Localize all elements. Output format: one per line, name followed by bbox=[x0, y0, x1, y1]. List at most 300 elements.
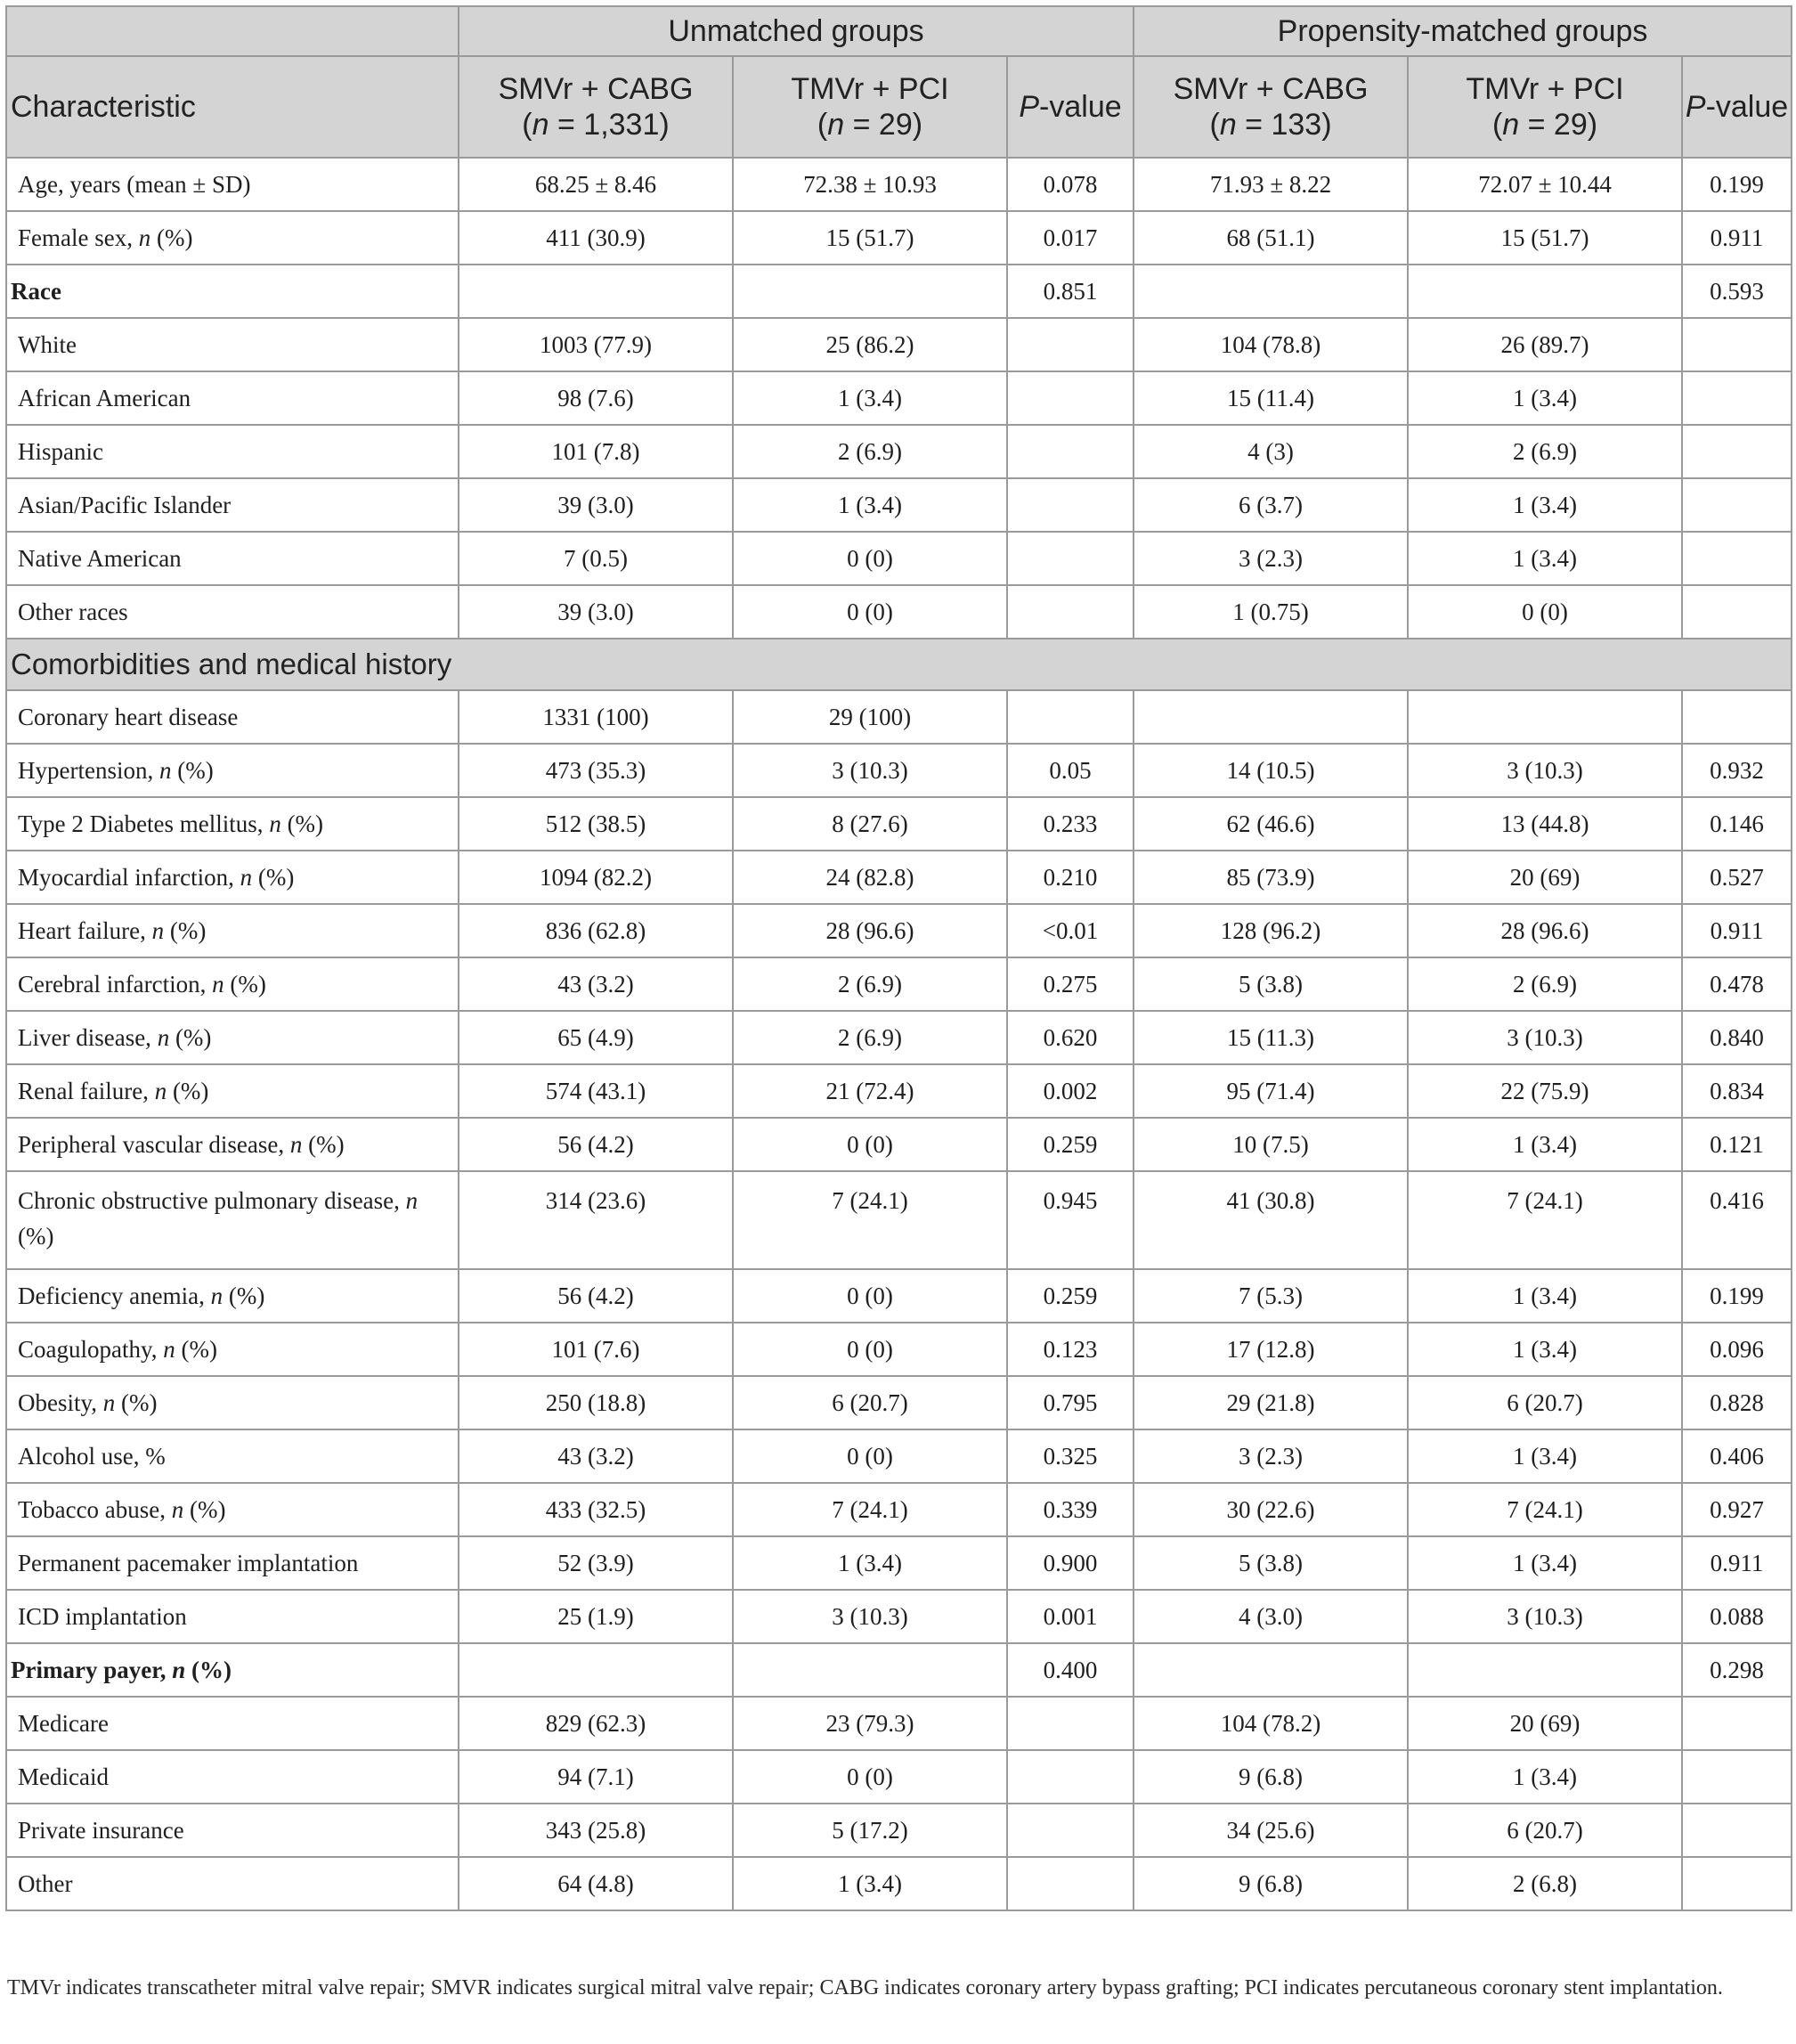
row-label-text: Medicare bbox=[18, 1710, 109, 1737]
matched-p-value-cell: 0.146 bbox=[1682, 797, 1792, 851]
matched-smvr-cabg-cell: 68 (51.1) bbox=[1134, 211, 1408, 265]
table-container bbox=[5, 5, 1791, 1911]
unmatched-p-value-cell: 0.017 bbox=[1007, 211, 1134, 265]
unmatched-p-value-cell: 0.945 bbox=[1007, 1171, 1134, 1269]
unmatched-smvr-cabg-cell: 39 (3.0) bbox=[459, 478, 733, 532]
row-label bbox=[6, 1750, 459, 1804]
unmatched-smvr-cabg-cell bbox=[459, 1643, 733, 1697]
unmatched-p-value-cell bbox=[1007, 371, 1134, 425]
unmatched-p-value-cell: 0.851 bbox=[1007, 265, 1134, 318]
unmatched-tmvr-pci-cell: 1 (3.4) bbox=[733, 371, 1007, 425]
table-row bbox=[6, 1011, 1792, 1064]
column-name: SMVr + CABG bbox=[498, 72, 694, 106]
row-label bbox=[6, 1118, 459, 1171]
unmatched-tmvr-pci-cell: 2 (6.9) bbox=[733, 1011, 1007, 1064]
header-matched-smvr-cabg: SMVr + CABG (n = 133) bbox=[1134, 56, 1408, 158]
header-unmatched-groups: Unmatched groups bbox=[459, 6, 1134, 56]
unmatched-p-value-cell bbox=[1007, 1697, 1134, 1750]
matched-p-value-cell: 0.527 bbox=[1682, 851, 1792, 904]
unmatched-tmvr-pci-cell: 1 (3.4) bbox=[733, 478, 1007, 532]
matched-tmvr-pci-cell: 1 (3.4) bbox=[1408, 1429, 1682, 1483]
n-label: n bbox=[827, 108, 845, 142]
matched-p-value-cell: 0.593 bbox=[1682, 265, 1792, 318]
header-blank bbox=[6, 6, 459, 56]
unmatched-p-value-cell: 0.05 bbox=[1007, 744, 1134, 797]
row-label-italic: n bbox=[212, 971, 224, 998]
matched-p-value-cell: 0.088 bbox=[1682, 1590, 1792, 1643]
table-row bbox=[6, 1857, 1792, 1910]
matched-p-value-cell: 0.478 bbox=[1682, 957, 1792, 1011]
matched-tmvr-pci-cell: 22 (75.9) bbox=[1408, 1064, 1682, 1118]
row-label-suffix: (%) bbox=[171, 757, 214, 784]
row-label bbox=[6, 851, 459, 904]
unmatched-p-value-cell: 0.078 bbox=[1007, 158, 1134, 211]
header-unmatched-p-value bbox=[1007, 56, 1134, 158]
row-label-text: Asian/Pacific Islander bbox=[18, 492, 232, 518]
row-label-text: Race bbox=[11, 278, 61, 305]
unmatched-smvr-cabg-cell: 250 (18.8) bbox=[459, 1376, 733, 1429]
row-label bbox=[6, 1376, 459, 1429]
unmatched-smvr-cabg-cell: 473 (35.3) bbox=[459, 744, 733, 797]
matched-p-value-cell: 0.406 bbox=[1682, 1429, 1792, 1483]
unmatched-smvr-cabg-cell: 314 (23.6) bbox=[459, 1171, 733, 1269]
unmatched-smvr-cabg-cell: 101 (7.6) bbox=[459, 1323, 733, 1376]
row-label-italic: n bbox=[138, 224, 151, 251]
section-heading: Comorbidities and medical history bbox=[6, 639, 1792, 690]
unmatched-tmvr-pci-cell: 0 (0) bbox=[733, 1323, 1007, 1376]
header-unmatched-tmvr-pci: TMVr + PCI (n = 29) bbox=[733, 56, 1007, 158]
row-label bbox=[6, 1483, 459, 1536]
row-label-italic: n bbox=[171, 1496, 184, 1523]
unmatched-smvr-cabg-cell bbox=[459, 265, 733, 318]
unmatched-tmvr-pci-cell: 2 (6.9) bbox=[733, 957, 1007, 1011]
unmatched-tmvr-pci-cell: 0 (0) bbox=[733, 1118, 1007, 1171]
n-value: = 29) bbox=[844, 108, 923, 142]
matched-smvr-cabg-cell: 4 (3) bbox=[1134, 425, 1408, 478]
matched-smvr-cabg-cell: 15 (11.3) bbox=[1134, 1011, 1408, 1064]
matched-p-value-cell bbox=[1682, 318, 1792, 371]
matched-smvr-cabg-cell: 10 (7.5) bbox=[1134, 1118, 1408, 1171]
matched-smvr-cabg-cell: 3 (2.3) bbox=[1134, 532, 1408, 585]
matched-tmvr-pci-cell bbox=[1408, 690, 1682, 744]
table-row bbox=[6, 425, 1792, 478]
header-characteristic: Characteristic bbox=[6, 56, 459, 158]
matched-tmvr-pci-cell: 2 (6.9) bbox=[1408, 425, 1682, 478]
unmatched-p-value-cell: 0.325 bbox=[1007, 1429, 1134, 1483]
matched-tmvr-pci-cell: 0 (0) bbox=[1408, 585, 1682, 639]
unmatched-smvr-cabg-cell: 65 (4.9) bbox=[459, 1011, 733, 1064]
matched-tmvr-pci-cell: 1 (3.4) bbox=[1408, 371, 1682, 425]
row-label-text: Alcohol use, % bbox=[18, 1443, 166, 1470]
row-label bbox=[6, 1171, 459, 1269]
row-label bbox=[6, 1536, 459, 1590]
unmatched-p-value-cell bbox=[1007, 318, 1134, 371]
matched-smvr-cabg-cell: 4 (3.0) bbox=[1134, 1590, 1408, 1643]
unmatched-tmvr-pci-cell: 29 (100) bbox=[733, 690, 1007, 744]
matched-smvr-cabg-cell bbox=[1134, 1643, 1408, 1697]
matched-p-value-cell: 0.121 bbox=[1682, 1118, 1792, 1171]
row-label bbox=[6, 1857, 459, 1910]
matched-tmvr-pci-cell: 3 (10.3) bbox=[1408, 744, 1682, 797]
matched-p-value-cell: 0.911 bbox=[1682, 904, 1792, 957]
matched-tmvr-pci-cell: 6 (20.7) bbox=[1408, 1804, 1682, 1857]
unmatched-p-value-cell bbox=[1007, 585, 1134, 639]
matched-smvr-cabg-cell: 14 (10.5) bbox=[1134, 744, 1408, 797]
matched-tmvr-pci-cell: 1 (3.4) bbox=[1408, 478, 1682, 532]
row-label bbox=[6, 158, 459, 211]
unmatched-tmvr-pci-cell: 72.38 ± 10.93 bbox=[733, 158, 1007, 211]
row-label bbox=[6, 1590, 459, 1643]
matched-p-value-cell bbox=[1682, 585, 1792, 639]
row-label bbox=[6, 1697, 459, 1750]
matched-p-value-cell bbox=[1682, 1804, 1792, 1857]
p-label: P bbox=[1685, 90, 1706, 124]
matched-smvr-cabg-cell: 1 (0.75) bbox=[1134, 585, 1408, 639]
unmatched-tmvr-pci-cell: 7 (24.1) bbox=[733, 1483, 1007, 1536]
matched-tmvr-pci-cell: 15 (51.7) bbox=[1408, 211, 1682, 265]
row-label-text: Age, years (mean ± SD) bbox=[18, 171, 251, 198]
table-row bbox=[6, 478, 1792, 532]
column-name: TMVr + PCI bbox=[1466, 72, 1624, 106]
table-row bbox=[6, 1118, 1792, 1171]
row-label-text: Hypertension, bbox=[18, 757, 159, 784]
table-row bbox=[6, 851, 1792, 904]
table-footnote: TMVr indicates transcatheter mitral valve repair; SMVR indicates surgical mitral valve repair; CABG indicates coronary artery bypass grafting; PCI indicates percutaneous coronary stent implantation. bbox=[7, 1976, 1723, 1999]
matched-smvr-cabg-cell: 17 (12.8) bbox=[1134, 1323, 1408, 1376]
unmatched-p-value-cell: 0.002 bbox=[1007, 1064, 1134, 1118]
table-row bbox=[6, 1064, 1792, 1118]
unmatched-p-value-cell: 0.123 bbox=[1007, 1323, 1134, 1376]
row-label-suffix: (%) bbox=[252, 864, 295, 891]
unmatched-tmvr-pci-cell: 24 (82.8) bbox=[733, 851, 1007, 904]
row-label-text: Chronic obstructive pulmonary disease, bbox=[18, 1187, 406, 1214]
unmatched-smvr-cabg-cell: 1331 (100) bbox=[459, 690, 733, 744]
row-label-text: Myocardial infarction, bbox=[18, 864, 240, 891]
unmatched-smvr-cabg-cell: 574 (43.1) bbox=[459, 1064, 733, 1118]
matched-p-value-cell bbox=[1682, 1697, 1792, 1750]
table-body bbox=[6, 158, 1792, 1910]
unmatched-tmvr-pci-cell: 8 (27.6) bbox=[733, 797, 1007, 851]
unmatched-smvr-cabg-cell: 43 (3.2) bbox=[459, 1429, 733, 1483]
matched-p-value-cell bbox=[1682, 1857, 1792, 1910]
table-row bbox=[6, 1376, 1792, 1429]
matched-tmvr-pci-cell bbox=[1408, 265, 1682, 318]
row-label-text: Deficiency anemia, bbox=[18, 1283, 211, 1309]
row-label bbox=[6, 1804, 459, 1857]
unmatched-smvr-cabg-cell: 1003 (77.9) bbox=[459, 318, 733, 371]
matched-tmvr-pci-cell: 2 (6.9) bbox=[1408, 957, 1682, 1011]
matched-smvr-cabg-cell: 30 (22.6) bbox=[1134, 1483, 1408, 1536]
matched-p-value-cell bbox=[1682, 425, 1792, 478]
row-label-text: Cerebral infarction, bbox=[18, 971, 213, 998]
matched-tmvr-pci-cell: 2 (6.8) bbox=[1408, 1857, 1682, 1910]
header-matched-tmvr-pci: TMVr + PCI (n = 29) bbox=[1408, 56, 1682, 158]
row-label-italic: n bbox=[405, 1187, 419, 1214]
unmatched-smvr-cabg-cell: 101 (7.8) bbox=[459, 425, 733, 478]
row-label-text: Peripheral vascular disease, bbox=[18, 1131, 290, 1158]
unmatched-smvr-cabg-cell: 25 (1.9) bbox=[459, 1590, 733, 1643]
matched-smvr-cabg-cell: 128 (96.2) bbox=[1134, 904, 1408, 957]
table-row bbox=[6, 797, 1792, 851]
row-label bbox=[6, 318, 459, 371]
unmatched-tmvr-pci-cell bbox=[733, 265, 1007, 318]
row-label bbox=[6, 797, 459, 851]
row-label bbox=[6, 585, 459, 639]
unmatched-p-value-cell: 0.233 bbox=[1007, 797, 1134, 851]
matched-p-value-cell bbox=[1682, 532, 1792, 585]
matched-tmvr-pci-cell: 7 (24.1) bbox=[1408, 1171, 1682, 1269]
unmatched-tmvr-pci-cell: 0 (0) bbox=[733, 1429, 1007, 1483]
unmatched-p-value-cell: 0.259 bbox=[1007, 1118, 1134, 1171]
table-row bbox=[6, 1429, 1792, 1483]
p-suffix: -value bbox=[1039, 90, 1122, 124]
unmatched-p-value-cell: 0.620 bbox=[1007, 1011, 1134, 1064]
row-label-suffix: (%) bbox=[183, 1496, 226, 1523]
unmatched-tmvr-pci-cell: 15 (51.7) bbox=[733, 211, 1007, 265]
matched-smvr-cabg-cell: 9 (6.8) bbox=[1134, 1857, 1408, 1910]
matched-p-value-cell: 0.298 bbox=[1682, 1643, 1792, 1697]
n-label: n bbox=[1502, 108, 1520, 142]
unmatched-tmvr-pci-cell bbox=[733, 1643, 1007, 1697]
row-label-text: African American bbox=[18, 385, 191, 411]
matched-smvr-cabg-cell: 104 (78.2) bbox=[1134, 1697, 1408, 1750]
unmatched-p-value-cell: 0.400 bbox=[1007, 1643, 1134, 1697]
matched-smvr-cabg-cell bbox=[1134, 690, 1408, 744]
unmatched-smvr-cabg-cell: 433 (32.5) bbox=[459, 1483, 733, 1536]
matched-smvr-cabg-cell: 9 (6.8) bbox=[1134, 1750, 1408, 1804]
unmatched-smvr-cabg-cell: 94 (7.1) bbox=[459, 1750, 733, 1804]
matched-smvr-cabg-cell: 15 (11.4) bbox=[1134, 371, 1408, 425]
unmatched-smvr-cabg-cell: 343 (25.8) bbox=[459, 1804, 733, 1857]
unmatched-tmvr-pci-cell: 5 (17.2) bbox=[733, 1804, 1007, 1857]
row-label-text: Coagulopathy, bbox=[18, 1336, 164, 1363]
row-label-text: Obesity, bbox=[18, 1389, 103, 1416]
table-row bbox=[6, 904, 1792, 957]
unmatched-p-value-cell bbox=[1007, 425, 1134, 478]
unmatched-p-value-cell: 0.339 bbox=[1007, 1483, 1134, 1536]
row-label-suffix: (%) bbox=[169, 1024, 212, 1051]
matched-tmvr-pci-cell: 1 (3.4) bbox=[1408, 1118, 1682, 1171]
unmatched-p-value-cell bbox=[1007, 478, 1134, 532]
unmatched-smvr-cabg-cell: 829 (62.3) bbox=[459, 1697, 733, 1750]
n-value: = 1,331) bbox=[549, 108, 670, 142]
unmatched-p-value-cell: 0.210 bbox=[1007, 851, 1134, 904]
row-label-italic: n bbox=[157, 1024, 170, 1051]
unmatched-smvr-cabg-cell: 56 (4.2) bbox=[459, 1269, 733, 1323]
unmatched-p-value-cell bbox=[1007, 690, 1134, 744]
matched-tmvr-pci-cell bbox=[1408, 1643, 1682, 1697]
table-row bbox=[6, 744, 1792, 797]
row-label-suffix: (%) bbox=[150, 224, 193, 251]
unmatched-tmvr-pci-cell: 6 (20.7) bbox=[733, 1376, 1007, 1429]
row-label-text: Private insurance bbox=[18, 1817, 184, 1844]
matched-p-value-cell: 0.199 bbox=[1682, 158, 1792, 211]
matched-p-value-cell: 0.834 bbox=[1682, 1064, 1792, 1118]
header-propensity-matched-groups: Propensity-matched groups bbox=[1134, 6, 1792, 56]
matched-tmvr-pci-cell: 13 (44.8) bbox=[1408, 797, 1682, 851]
row-label-text: Liver disease, bbox=[18, 1024, 158, 1051]
row-label bbox=[6, 1064, 459, 1118]
row-label bbox=[6, 744, 459, 797]
matched-tmvr-pci-cell: 1 (3.4) bbox=[1408, 1750, 1682, 1804]
matched-smvr-cabg-cell: 6 (3.7) bbox=[1134, 478, 1408, 532]
row-label-text: Female sex, bbox=[18, 224, 139, 251]
matched-smvr-cabg-cell: 5 (3.8) bbox=[1134, 957, 1408, 1011]
table-row bbox=[6, 1536, 1792, 1590]
unmatched-smvr-cabg-cell: 512 (38.5) bbox=[459, 797, 733, 851]
matched-tmvr-pci-cell: 20 (69) bbox=[1408, 1697, 1682, 1750]
row-label-italic: n bbox=[154, 1078, 167, 1104]
row-label bbox=[6, 904, 459, 957]
matched-p-value-cell: 0.828 bbox=[1682, 1376, 1792, 1429]
row-label bbox=[6, 371, 459, 425]
table-row bbox=[6, 957, 1792, 1011]
table-row bbox=[6, 1323, 1792, 1376]
matched-p-value-cell: 0.911 bbox=[1682, 211, 1792, 265]
matched-smvr-cabg-cell: 62 (46.6) bbox=[1134, 797, 1408, 851]
matched-smvr-cabg-cell: 41 (30.8) bbox=[1134, 1171, 1408, 1269]
row-label-suffix: (%) bbox=[164, 917, 207, 944]
unmatched-smvr-cabg-cell: 98 (7.6) bbox=[459, 371, 733, 425]
unmatched-tmvr-pci-cell: 28 (96.6) bbox=[733, 904, 1007, 957]
matched-tmvr-pci-cell: 7 (24.1) bbox=[1408, 1483, 1682, 1536]
row-label bbox=[6, 425, 459, 478]
unmatched-p-value-cell bbox=[1007, 1804, 1134, 1857]
row-label-text: White bbox=[18, 331, 77, 358]
row-label bbox=[6, 211, 459, 265]
header-unmatched-smvr-cabg: SMVr + CABG (n = 1,331) bbox=[459, 56, 733, 158]
unmatched-tmvr-pci-cell: 0 (0) bbox=[733, 1269, 1007, 1323]
row-label-italic: n bbox=[102, 1389, 116, 1416]
n-value: = 133) bbox=[1236, 108, 1332, 142]
row-label-suffix: (%) bbox=[167, 1078, 209, 1104]
unmatched-tmvr-pci-cell: 1 (3.4) bbox=[733, 1857, 1007, 1910]
unmatched-tmvr-pci-cell: 21 (72.4) bbox=[733, 1064, 1007, 1118]
table-row bbox=[6, 211, 1792, 265]
table-row bbox=[6, 585, 1792, 639]
row-label-italic: n bbox=[240, 864, 253, 891]
matched-tmvr-pci-cell: 3 (10.3) bbox=[1408, 1011, 1682, 1064]
matched-smvr-cabg-cell: 29 (21.8) bbox=[1134, 1376, 1408, 1429]
row-label bbox=[6, 1269, 459, 1323]
matched-p-value-cell: 0.932 bbox=[1682, 744, 1792, 797]
matched-p-value-cell: 0.416 bbox=[1682, 1171, 1792, 1269]
row-label-suffix: (%) bbox=[115, 1389, 158, 1416]
header-group-row bbox=[6, 6, 1792, 56]
table-row bbox=[6, 371, 1792, 425]
unmatched-smvr-cabg-cell: 64 (4.8) bbox=[459, 1857, 733, 1910]
matched-p-value-cell: 0.199 bbox=[1682, 1269, 1792, 1323]
unmatched-smvr-cabg-cell: 7 (0.5) bbox=[459, 532, 733, 585]
unmatched-tmvr-pci-cell: 3 (10.3) bbox=[733, 1590, 1007, 1643]
matched-p-value-cell bbox=[1682, 690, 1792, 744]
characteristics-table bbox=[5, 5, 1792, 1911]
n-label: n bbox=[1219, 108, 1237, 142]
table-row bbox=[6, 1804, 1792, 1857]
unmatched-tmvr-pci-cell: 1 (3.4) bbox=[733, 1536, 1007, 1590]
matched-smvr-cabg-cell: 104 (78.8) bbox=[1134, 318, 1408, 371]
unmatched-smvr-cabg-cell: 43 (3.2) bbox=[459, 957, 733, 1011]
matched-p-value-cell: 0.096 bbox=[1682, 1323, 1792, 1376]
matched-tmvr-pci-cell: 28 (96.6) bbox=[1408, 904, 1682, 957]
unmatched-smvr-cabg-cell: 411 (30.9) bbox=[459, 211, 733, 265]
row-label-suffix: (%) bbox=[18, 1223, 54, 1250]
matched-tmvr-pci-cell: 26 (89.7) bbox=[1408, 318, 1682, 371]
matched-p-value-cell bbox=[1682, 371, 1792, 425]
unmatched-smvr-cabg-cell: 836 (62.8) bbox=[459, 904, 733, 957]
unmatched-smvr-cabg-cell: 52 (3.9) bbox=[459, 1536, 733, 1590]
unmatched-smvr-cabg-cell: 1094 (82.2) bbox=[459, 851, 733, 904]
matched-smvr-cabg-cell: 3 (2.3) bbox=[1134, 1429, 1408, 1483]
matched-tmvr-pci-cell: 6 (20.7) bbox=[1408, 1376, 1682, 1429]
section-row bbox=[6, 639, 1792, 690]
row-label-text: Type 2 Diabetes mellitus, bbox=[18, 810, 270, 837]
table-row bbox=[6, 1750, 1792, 1804]
row-label bbox=[6, 265, 459, 318]
row-label bbox=[6, 690, 459, 744]
matched-p-value-cell bbox=[1682, 478, 1792, 532]
matched-smvr-cabg-cell: 5 (3.8) bbox=[1134, 1536, 1408, 1590]
header-matched-p-value bbox=[1682, 56, 1792, 158]
table-row bbox=[6, 1483, 1792, 1536]
unmatched-tmvr-pci-cell: 2 (6.9) bbox=[733, 425, 1007, 478]
unmatched-p-value-cell: 0.900 bbox=[1007, 1536, 1134, 1590]
unmatched-tmvr-pci-cell: 0 (0) bbox=[733, 532, 1007, 585]
unmatched-tmvr-pci-cell: 23 (79.3) bbox=[733, 1697, 1007, 1750]
row-label-suffix: (%) bbox=[302, 1131, 345, 1158]
row-label-suffix: (%) bbox=[280, 810, 324, 837]
unmatched-p-value-cell: 0.259 bbox=[1007, 1269, 1134, 1323]
n-label: n bbox=[532, 108, 549, 142]
row-label-italic: n bbox=[151, 917, 165, 944]
unmatched-tmvr-pci-cell: 0 (0) bbox=[733, 585, 1007, 639]
unmatched-p-value-cell: 0.795 bbox=[1007, 1376, 1134, 1429]
row-label-italic: n bbox=[269, 810, 281, 837]
matched-smvr-cabg-cell: 95 (71.4) bbox=[1134, 1064, 1408, 1118]
row-label-suffix: (%) bbox=[223, 971, 266, 998]
row-label-italic: n bbox=[289, 1131, 303, 1158]
row-label-suffix: (%) bbox=[223, 1283, 265, 1309]
matched-smvr-cabg-cell: 34 (25.6) bbox=[1134, 1804, 1408, 1857]
row-label bbox=[6, 957, 459, 1011]
unmatched-smvr-cabg-cell: 68.25 ± 8.46 bbox=[459, 158, 733, 211]
matched-p-value-cell: 0.927 bbox=[1682, 1483, 1792, 1536]
table-row bbox=[6, 158, 1792, 211]
unmatched-tmvr-pci-cell: 0 (0) bbox=[733, 1750, 1007, 1804]
p-label: P bbox=[1019, 90, 1040, 124]
row-label-text: Primary payer, bbox=[11, 1657, 173, 1683]
n-value: = 29) bbox=[1519, 108, 1598, 142]
unmatched-p-value-cell bbox=[1007, 1750, 1134, 1804]
unmatched-p-value-cell bbox=[1007, 532, 1134, 585]
matched-tmvr-pci-cell: 20 (69) bbox=[1408, 851, 1682, 904]
unmatched-p-value-cell: 0.001 bbox=[1007, 1590, 1134, 1643]
matched-smvr-cabg-cell: 71.93 ± 8.22 bbox=[1134, 158, 1408, 211]
table-row bbox=[6, 265, 1792, 318]
row-label-text: Heart failure, bbox=[18, 917, 152, 944]
row-label-text: Renal failure, bbox=[18, 1078, 155, 1104]
row-label-text: Native American bbox=[18, 545, 182, 572]
unmatched-p-value-cell: 0.275 bbox=[1007, 957, 1134, 1011]
matched-tmvr-pci-cell: 1 (3.4) bbox=[1408, 532, 1682, 585]
column-name: TMVr + PCI bbox=[791, 72, 949, 106]
row-label-italic: n bbox=[158, 757, 172, 784]
unmatched-p-value-cell: <0.01 bbox=[1007, 904, 1134, 957]
matched-tmvr-pci-cell: 1 (3.4) bbox=[1408, 1269, 1682, 1323]
table-row bbox=[6, 532, 1792, 585]
matched-tmvr-pci-cell: 72.07 ± 10.44 bbox=[1408, 158, 1682, 211]
unmatched-smvr-cabg-cell: 56 (4.2) bbox=[459, 1118, 733, 1171]
